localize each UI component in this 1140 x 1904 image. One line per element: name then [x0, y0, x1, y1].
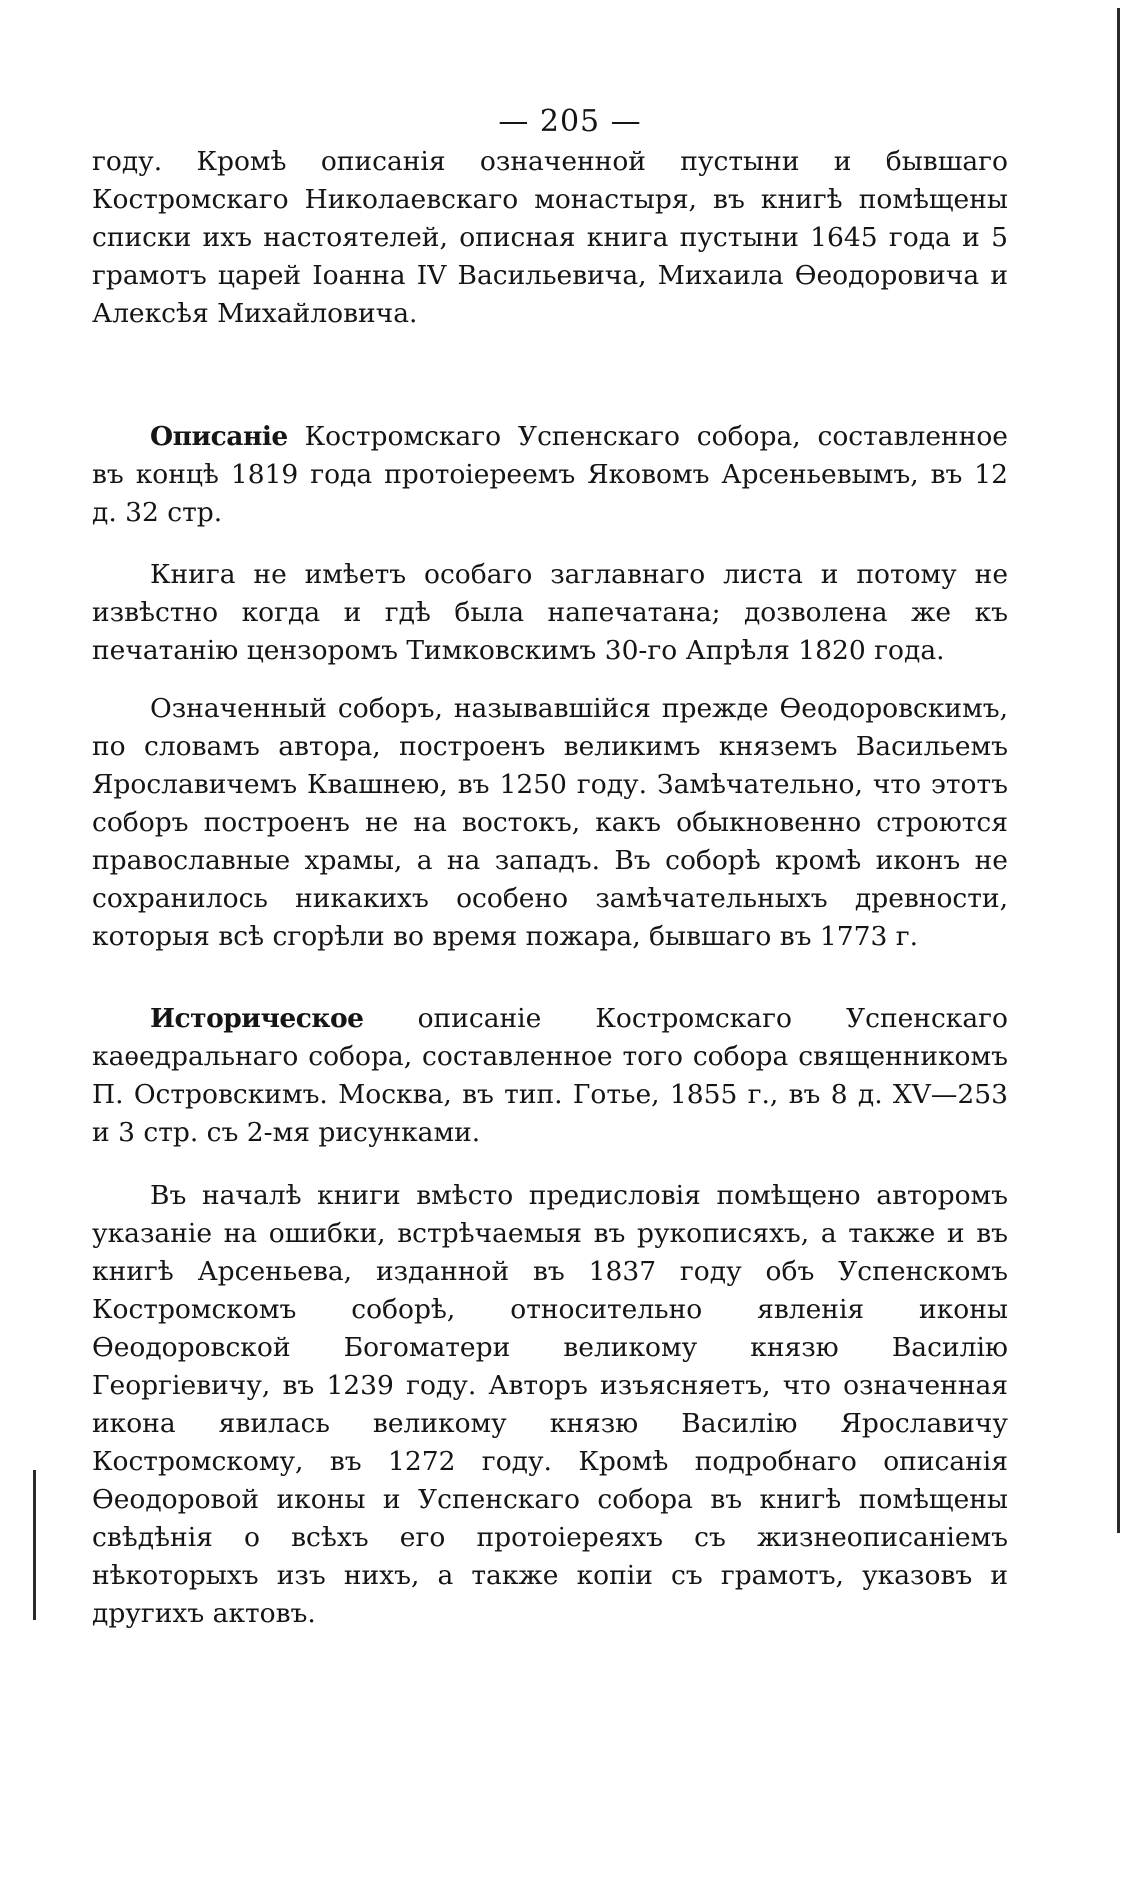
- entry-body: описаніе Костромскаго Успенскаго каѳедральнаго собора, составленное того собора священникомъ П. Островскимъ. Москва, въ тип. Готье, 1855 г., въ 8 д. XV—253 и 3 стр. съ 2-мя рисунками.: [92, 1003, 1008, 1148]
- entry-historical-description: [92, 1000, 1008, 1152]
- entry-body: Костромскаго Успенскаго собора, составленное въ концѣ 1819 года протоіереемъ Яковомъ Арсеньевымъ, въ 12 д. 32 стр.: [92, 421, 1008, 528]
- paragraph-cathedral-history: Означенный соборъ, называвшійся прежде Ѳеодоровскимъ, по словамъ автора, построенъ великимъ княземъ Васильемъ Ярославичемъ Квашнею, въ 1250 году. Замѣчательно, что этотъ соборъ построенъ не на востокъ, какъ обыкновенно строются православные храмы, а на западъ. Въ соборѣ кромѣ иконъ не сохранилось никакихъ особено замѣчательныхъ древности, которыя всѣ сгорѣли во время пожара, бывшаго въ 1773 г.: [92, 693, 1008, 952]
- paragraph-book-note: Книга не имѣетъ особаго заглавнаго листа и потому не извѣстно когда и гдѣ была напечатана; дозволена же къ печатанію цензоромъ Тимковскимъ 30-го Апрѣля 1820 года.: [92, 559, 1008, 666]
- page-edge-right: [1117, 8, 1120, 1533]
- entry-heading: Историческое: [150, 1003, 364, 1034]
- entry-heading: Описаніе: [150, 421, 288, 452]
- entry-uspensky-description: [92, 418, 1008, 532]
- page-edge-left: [33, 1470, 36, 1620]
- paragraph-book-contents: Въ началѣ книги вмѣсто предисловія помѣщено авторомъ указаніе на ошибки, встрѣчаемыя въ рукописяхъ, а также и въ книгѣ Арсеньева, изданной въ 1837 году объ Успенскомъ Костромскомъ соборѣ, относительно явленія иконы Ѳеодоровской Богоматери великому князю Василію Георгіевичу, въ 1239 году. Авторъ изъясняетъ, что означенная икона явилась великому князю Василію Ярославичу Костромскому, въ 1272 году. Кромѣ подробнаго описанія Ѳеодоровой иконы и Успенскаго собора въ книгѣ помѣщены свѣдѣнія о всѣхъ его протоіереяхъ съ жизнеописаніемъ нѣкоторыхъ изъ нихъ, а также копіи съ грамотъ, указовъ и другихъ актовъ.: [92, 1180, 1008, 1629]
- paragraph-monastery-end: году. Кромѣ описанія означенной пустыни и бывшаго Костромскаго Николаевскаго монастыря, въ книгѣ помѣщены списки ихъ настоятелей, описная книга пустыни 1645 года и 5 грамотъ царей Іоанна IV Васильевича, Михаила Ѳеодоровича и Алексѣя Михайловича.: [92, 146, 1008, 329]
- page-number: — 205 —: [498, 104, 642, 139]
